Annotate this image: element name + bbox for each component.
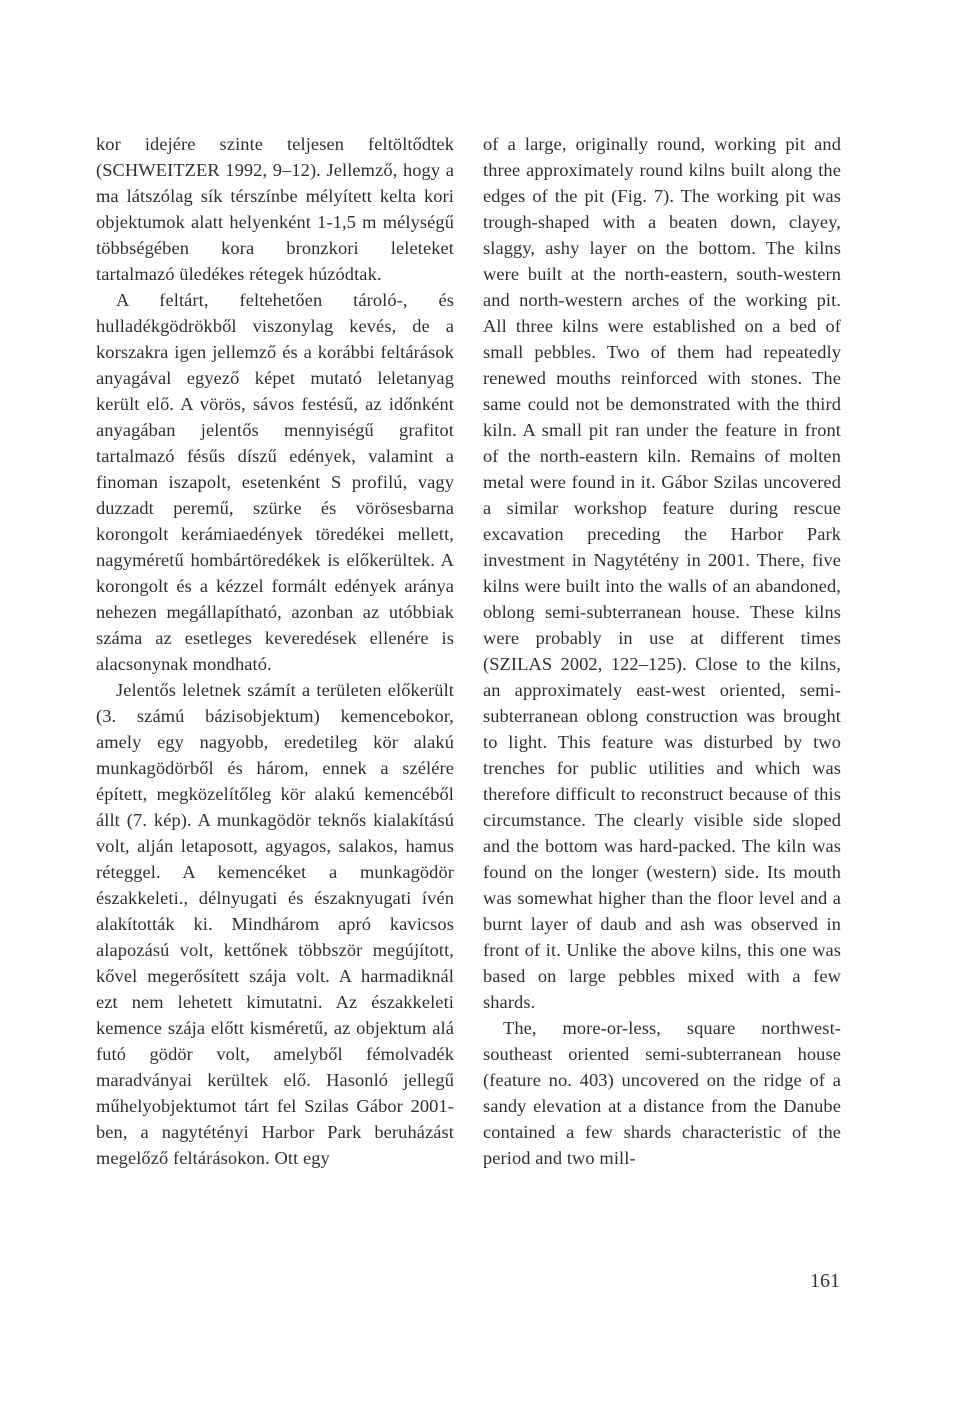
left-text-column xyxy=(96,131,454,1171)
right-text-column xyxy=(483,131,841,1171)
page-number: 161 xyxy=(810,1270,840,1292)
paragraph: The, more-or-less, square northwest-southeast oriented semi-subterranean house (feature no. 403) uncovered on the ridge of a sandy elevation at a distance from the Danube contained a few shards characteristic of the period and two mill- xyxy=(483,1018,841,1168)
paragraph: of a large, originally round, working pit and three approximately round kilns built along the edges of the pit (Fig. 7). The working pit was trough-shaped with a beaten down, clayey, slaggy, ashy layer on the bottom. The kilns were built at the north-eastern, south-western and north-western arches of the working pit. All three kilns were established on a bed of small pebbles. Two of them had repeatedly renewed mouths reinforced with stones. The same could not be demonstrated with the third kiln. A small pit ran under the feature in front of the north-eastern kiln. Remains of molten metal were found in it. Gábor Szilas uncovered a similar workshop feature during rescue excavation preceding the Harbor Park investment in Nagytétény in 2001. There, five kilns were built into the walls of an abandoned, oblong semi-subterranean house. These kilns were probably in use at different times (SZILAS 2002, 122–125). Close to the kilns, an approximately east-west oriented, semi-subterranean oblong construction was brought to light. This feature was disturbed by two trenches for public utilities and which was therefore difficult to reconstruct because of this circumstance. The clearly visible side sloped and the bottom was hard-packed. The kiln was found on the longer (western) side. Its mouth was somewhat higher than the floor level and a burnt layer of daub and ash was observed in front of it. Unlike the above kilns, this one was based on large pebbles mixed with a few shards. xyxy=(483,134,841,1012)
paragraph: kor idejére szinte teljesen feltöltődtek (SCHWEITZER 1992, 9–12). Jellemző, hogy a ma látszólag sík térszínbe mélyített kelta kori objektumok alatt helyenként 1-1,5 m mélységű többségében kora bronzkori leleteket tartalmazó üledékes rétegek húzódtak. xyxy=(96,134,454,284)
paragraph: A feltárt, feltehetően tároló-, és hulladékgödrökből viszonylag kevés, de a korszakra igen jellemző és a korábbi feltárások anyagával egyező képet mutató leletanyag került elő. A vörös, sávos festésű, az időnként anyagában jelentős mennyiségű grafitot tartalmazó fésűs díszű edények, valamint a finoman iszapolt, esetenként S profilú, vagy duzzadt peremű, szürke és vörösesbarna korongolt kerámiaedények töredékei mellett, nagyméretű hombártöredékek is előkerültek. A korongolt és a kézzel formált edények aránya nehezen megállapítható, azonban az utóbbiak száma az esetleges keveredések ellenére is alacsonynak mondható. xyxy=(96,290,454,674)
paragraph: Jelentős leletnek számít a területen előkerült (3. számú bázisobjektum) kemencebokor, amely egy nagyobb, eredetileg kör alakú munkagödörből és három, ennek a szélére épített, megközelítőleg kör alakú kemencéből állt (7. kép). A munkagödör teknős kialakítású volt, alján letaposott, agyagos, salakos, hamus réteggel. A kemencéket a munkagödör északkeleti., délnyugati és északnyugati ívén alakították ki. Mindhárom apró kavicsos alapozású volt, kettőnek többször megújított, kővel megerősített szája volt. A harmadiknál ezt nem lehetett kimutatni. Az északkeleti kemence szája előtt kisméretű, az objektum alá futó gödör volt, amelyből fémolvadék maradványai kerültek elő. Hasonló jellegű műhelyobjektumot tárt fel Szilas Gábor 2001-ben, a nagytétényi Harbor Park beruházást megelőző feltárásokon. Ott egy xyxy=(96,680,454,1168)
